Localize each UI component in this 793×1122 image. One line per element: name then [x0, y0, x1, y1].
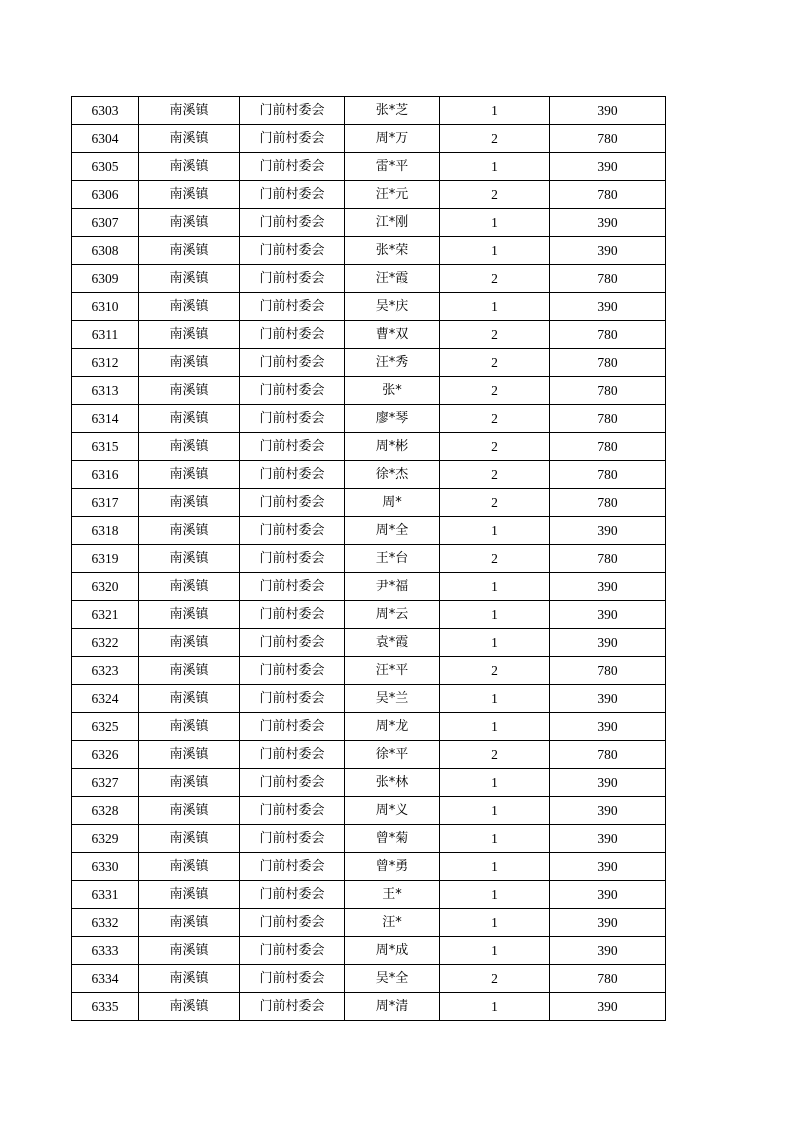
cell-count: 1 — [440, 209, 550, 237]
table-row — [72, 461, 666, 489]
cell-amount: 390 — [550, 769, 666, 797]
cell-amount: 390 — [550, 685, 666, 713]
cell-id: 6304 — [72, 125, 139, 153]
cell-village: 门前村委会 — [240, 489, 345, 517]
cell-id: 6333 — [72, 937, 139, 965]
table-row — [72, 237, 666, 265]
cell-amount: 780 — [550, 489, 666, 517]
cell-name: 汪*平 — [345, 657, 440, 685]
cell-village: 门前村委会 — [240, 601, 345, 629]
cell-count: 2 — [440, 657, 550, 685]
table-row — [72, 881, 666, 909]
cell-amount: 780 — [550, 461, 666, 489]
table-row — [72, 97, 666, 125]
cell-count: 1 — [440, 601, 550, 629]
cell-name: 汪*秀 — [345, 349, 440, 377]
table-row — [72, 685, 666, 713]
cell-id: 6309 — [72, 265, 139, 293]
cell-village: 门前村委会 — [240, 153, 345, 181]
cell-town: 南溪镇 — [139, 657, 240, 685]
cell-amount: 780 — [550, 657, 666, 685]
cell-id: 6321 — [72, 601, 139, 629]
cell-name: 曹*双 — [345, 321, 440, 349]
cell-town: 南溪镇 — [139, 909, 240, 937]
cell-village: 门前村委会 — [240, 937, 345, 965]
cell-count: 2 — [440, 125, 550, 153]
table-row — [72, 909, 666, 937]
cell-amount: 390 — [550, 601, 666, 629]
cell-name: 吴*全 — [345, 965, 440, 993]
cell-amount: 390 — [550, 153, 666, 181]
table-row — [72, 937, 666, 965]
cell-amount: 390 — [550, 517, 666, 545]
cell-id: 6315 — [72, 433, 139, 461]
cell-village: 门前村委会 — [240, 909, 345, 937]
cell-amount: 390 — [550, 993, 666, 1021]
cell-id: 6317 — [72, 489, 139, 517]
cell-id: 6330 — [72, 853, 139, 881]
table-row — [72, 209, 666, 237]
cell-village: 门前村委会 — [240, 237, 345, 265]
cell-village: 门前村委会 — [240, 573, 345, 601]
table-row — [72, 629, 666, 657]
cell-id: 6314 — [72, 405, 139, 433]
cell-village: 门前村委会 — [240, 181, 345, 209]
cell-count: 1 — [440, 853, 550, 881]
cell-village: 门前村委会 — [240, 965, 345, 993]
cell-name: 徐*杰 — [345, 461, 440, 489]
cell-town: 南溪镇 — [139, 937, 240, 965]
table-row — [72, 573, 666, 601]
cell-id: 6316 — [72, 461, 139, 489]
cell-id: 6335 — [72, 993, 139, 1021]
table-row — [72, 405, 666, 433]
cell-town: 南溪镇 — [139, 825, 240, 853]
cell-town: 南溪镇 — [139, 993, 240, 1021]
cell-count: 1 — [440, 909, 550, 937]
cell-town: 南溪镇 — [139, 293, 240, 321]
cell-name: 周*龙 — [345, 713, 440, 741]
cell-count: 1 — [440, 881, 550, 909]
cell-id: 6310 — [72, 293, 139, 321]
cell-id: 6312 — [72, 349, 139, 377]
cell-name: 汪*元 — [345, 181, 440, 209]
cell-count: 1 — [440, 993, 550, 1021]
cell-count: 2 — [440, 461, 550, 489]
cell-name: 尹*福 — [345, 573, 440, 601]
cell-count: 1 — [440, 293, 550, 321]
cell-village: 门前村委会 — [240, 825, 345, 853]
cell-id: 6329 — [72, 825, 139, 853]
cell-name: 周*云 — [345, 601, 440, 629]
cell-id: 6318 — [72, 517, 139, 545]
cell-amount: 780 — [550, 349, 666, 377]
cell-amount: 390 — [550, 573, 666, 601]
cell-name: 张*林 — [345, 769, 440, 797]
cell-amount: 390 — [550, 209, 666, 237]
cell-town: 南溪镇 — [139, 97, 240, 125]
cell-town: 南溪镇 — [139, 125, 240, 153]
cell-amount: 390 — [550, 909, 666, 937]
cell-town: 南溪镇 — [139, 629, 240, 657]
cell-town: 南溪镇 — [139, 797, 240, 825]
cell-village: 门前村委会 — [240, 405, 345, 433]
cell-town: 南溪镇 — [139, 181, 240, 209]
cell-village: 门前村委会 — [240, 629, 345, 657]
cell-id: 6308 — [72, 237, 139, 265]
table-row — [72, 321, 666, 349]
cell-id: 6328 — [72, 797, 139, 825]
cell-town: 南溪镇 — [139, 685, 240, 713]
cell-amount: 780 — [550, 125, 666, 153]
cell-amount: 780 — [550, 545, 666, 573]
cell-amount: 390 — [550, 881, 666, 909]
cell-id: 6325 — [72, 713, 139, 741]
table-row — [72, 657, 666, 685]
cell-village: 门前村委会 — [240, 993, 345, 1021]
cell-village: 门前村委会 — [240, 881, 345, 909]
cell-count: 2 — [440, 489, 550, 517]
cell-id: 6305 — [72, 153, 139, 181]
table-row — [72, 153, 666, 181]
cell-village: 门前村委会 — [240, 545, 345, 573]
cell-town: 南溪镇 — [139, 265, 240, 293]
cell-id: 6327 — [72, 769, 139, 797]
cell-town: 南溪镇 — [139, 405, 240, 433]
cell-count: 1 — [440, 573, 550, 601]
cell-id: 6320 — [72, 573, 139, 601]
cell-amount: 780 — [550, 265, 666, 293]
cell-count: 2 — [440, 265, 550, 293]
cell-amount: 780 — [550, 405, 666, 433]
cell-name: 吴*兰 — [345, 685, 440, 713]
cell-name: 汪*霞 — [345, 265, 440, 293]
cell-count: 2 — [440, 321, 550, 349]
cell-village: 门前村委会 — [240, 377, 345, 405]
cell-town: 南溪镇 — [139, 601, 240, 629]
cell-count: 1 — [440, 825, 550, 853]
cell-amount: 390 — [550, 937, 666, 965]
cell-name: 汪* — [345, 909, 440, 937]
table-row — [72, 293, 666, 321]
cell-name: 王*台 — [345, 545, 440, 573]
cell-name: 周*成 — [345, 937, 440, 965]
cell-name: 雷*平 — [345, 153, 440, 181]
cell-name: 江*刚 — [345, 209, 440, 237]
table-row — [72, 265, 666, 293]
cell-amount: 780 — [550, 321, 666, 349]
cell-count: 1 — [440, 713, 550, 741]
cell-town: 南溪镇 — [139, 965, 240, 993]
cell-name: 张*芝 — [345, 97, 440, 125]
cell-village: 门前村委会 — [240, 657, 345, 685]
cell-count: 2 — [440, 433, 550, 461]
cell-amount: 780 — [550, 965, 666, 993]
cell-town: 南溪镇 — [139, 461, 240, 489]
cell-town: 南溪镇 — [139, 209, 240, 237]
table-row — [72, 965, 666, 993]
cell-village: 门前村委会 — [240, 125, 345, 153]
cell-count: 2 — [440, 349, 550, 377]
cell-town: 南溪镇 — [139, 769, 240, 797]
cell-village: 门前村委会 — [240, 461, 345, 489]
cell-amount: 390 — [550, 97, 666, 125]
table-row — [72, 601, 666, 629]
table-row — [72, 377, 666, 405]
cell-amount: 390 — [550, 629, 666, 657]
cell-count: 1 — [440, 97, 550, 125]
cell-amount: 390 — [550, 237, 666, 265]
cell-town: 南溪镇 — [139, 545, 240, 573]
cell-village: 门前村委会 — [240, 853, 345, 881]
cell-name: 周*清 — [345, 993, 440, 1021]
table-row — [72, 825, 666, 853]
cell-count: 1 — [440, 797, 550, 825]
cell-village: 门前村委会 — [240, 517, 345, 545]
cell-village: 门前村委会 — [240, 293, 345, 321]
cell-id: 6332 — [72, 909, 139, 937]
cell-id: 6324 — [72, 685, 139, 713]
cell-village: 门前村委会 — [240, 433, 345, 461]
cell-count: 1 — [440, 237, 550, 265]
cell-count: 1 — [440, 769, 550, 797]
cell-village: 门前村委会 — [240, 769, 345, 797]
table-row — [72, 489, 666, 517]
cell-id: 6326 — [72, 741, 139, 769]
cell-name: 周*义 — [345, 797, 440, 825]
cell-count: 2 — [440, 741, 550, 769]
cell-count: 2 — [440, 377, 550, 405]
cell-amount: 780 — [550, 433, 666, 461]
cell-count: 1 — [440, 517, 550, 545]
cell-village: 门前村委会 — [240, 321, 345, 349]
cell-amount: 390 — [550, 825, 666, 853]
cell-count: 2 — [440, 405, 550, 433]
cell-count: 2 — [440, 545, 550, 573]
cell-id: 6303 — [72, 97, 139, 125]
cell-name: 曾*菊 — [345, 825, 440, 853]
table-row — [72, 713, 666, 741]
cell-town: 南溪镇 — [139, 349, 240, 377]
cell-amount: 390 — [550, 853, 666, 881]
cell-village: 门前村委会 — [240, 349, 345, 377]
cell-id: 6307 — [72, 209, 139, 237]
cell-town: 南溪镇 — [139, 433, 240, 461]
cell-name: 周*全 — [345, 517, 440, 545]
cell-town: 南溪镇 — [139, 713, 240, 741]
table-row — [72, 349, 666, 377]
cell-count: 2 — [440, 965, 550, 993]
cell-village: 门前村委会 — [240, 713, 345, 741]
cell-amount: 390 — [550, 797, 666, 825]
cell-village: 门前村委会 — [240, 741, 345, 769]
cell-count: 1 — [440, 685, 550, 713]
cell-name: 周*彬 — [345, 433, 440, 461]
cell-town: 南溪镇 — [139, 321, 240, 349]
cell-id: 6331 — [72, 881, 139, 909]
cell-count: 2 — [440, 181, 550, 209]
cell-name: 王* — [345, 881, 440, 909]
table-row — [72, 993, 666, 1021]
cell-name: 曾*勇 — [345, 853, 440, 881]
cell-amount: 780 — [550, 181, 666, 209]
cell-town: 南溪镇 — [139, 153, 240, 181]
table-row — [72, 181, 666, 209]
cell-amount: 780 — [550, 377, 666, 405]
cell-village: 门前村委会 — [240, 797, 345, 825]
cell-count: 1 — [440, 937, 550, 965]
cell-id: 6334 — [72, 965, 139, 993]
cell-town: 南溪镇 — [139, 881, 240, 909]
cell-name: 张* — [345, 377, 440, 405]
cell-village: 门前村委会 — [240, 685, 345, 713]
table-body — [72, 97, 666, 1021]
table-row — [72, 517, 666, 545]
table-row — [72, 545, 666, 573]
cell-town: 南溪镇 — [139, 517, 240, 545]
cell-name: 徐*平 — [345, 741, 440, 769]
cell-name: 廖*琴 — [345, 405, 440, 433]
cell-town: 南溪镇 — [139, 741, 240, 769]
cell-town: 南溪镇 — [139, 237, 240, 265]
table-row — [72, 797, 666, 825]
table-row — [72, 741, 666, 769]
table-row — [72, 769, 666, 797]
cell-village: 门前村委会 — [240, 265, 345, 293]
cell-id: 6311 — [72, 321, 139, 349]
cell-village: 门前村委会 — [240, 97, 345, 125]
cell-town: 南溪镇 — [139, 573, 240, 601]
cell-amount: 390 — [550, 293, 666, 321]
data-table — [71, 96, 666, 1021]
cell-town: 南溪镇 — [139, 489, 240, 517]
cell-name: 周* — [345, 489, 440, 517]
cell-name: 周*万 — [345, 125, 440, 153]
cell-id: 6322 — [72, 629, 139, 657]
cell-amount: 390 — [550, 713, 666, 741]
cell-id: 6313 — [72, 377, 139, 405]
cell-name: 袁*霞 — [345, 629, 440, 657]
table-row — [72, 433, 666, 461]
cell-name: 吴*庆 — [345, 293, 440, 321]
cell-name: 张*荣 — [345, 237, 440, 265]
cell-town: 南溪镇 — [139, 377, 240, 405]
cell-town: 南溪镇 — [139, 853, 240, 881]
cell-amount: 780 — [550, 741, 666, 769]
table-row — [72, 125, 666, 153]
cell-village: 门前村委会 — [240, 209, 345, 237]
cell-count: 1 — [440, 153, 550, 181]
cell-id: 6323 — [72, 657, 139, 685]
cell-id: 6319 — [72, 545, 139, 573]
cell-count: 1 — [440, 629, 550, 657]
table-row — [72, 853, 666, 881]
cell-id: 6306 — [72, 181, 139, 209]
